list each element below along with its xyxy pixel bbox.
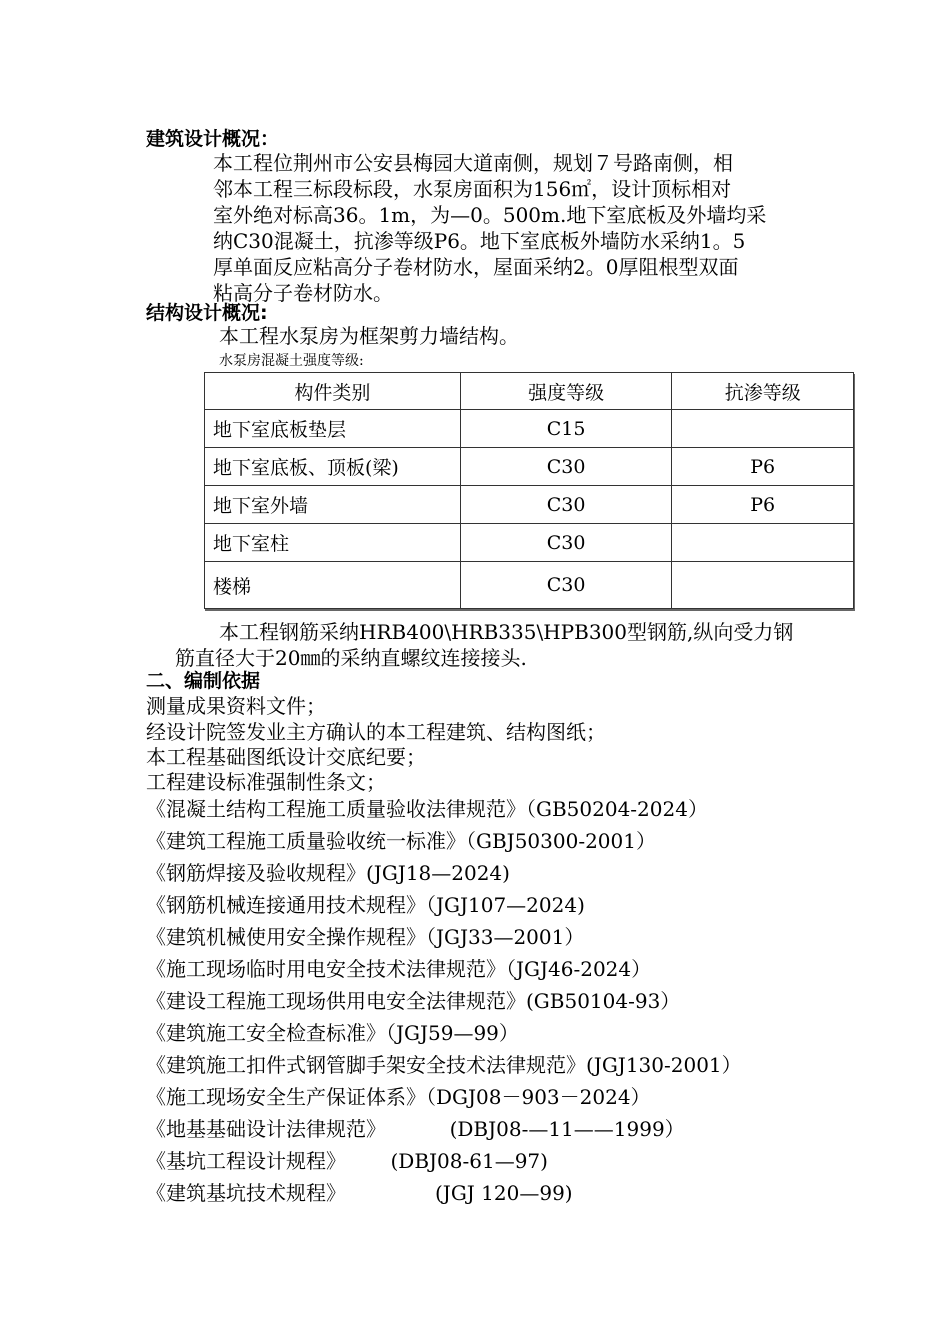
standard-item: 《建筑工程施工质量验收统一标准》（GBJ50300-2001）	[146, 829, 656, 853]
table-row	[205, 562, 854, 609]
standard-item: 《施工现场临时用电安全技术法律规范》（JGJ46-2024）	[146, 957, 652, 981]
arch-line: 厚单面反应粘高分子卷材防水，屋面采纳2。0厚阻根型双面	[213, 255, 739, 279]
arch-line: 本工程位荆州市公安县梅园大道南侧，规划７号路南侧，相	[213, 151, 733, 175]
arch-line: 室外绝对标高36。1m，为—0。500m.地下室底板及外墙均采	[213, 203, 767, 227]
table-cell: P6	[672, 486, 854, 524]
table-cell: 地下室底板、顶板(梁)	[205, 448, 461, 486]
basis-item: 经设计院签发业主方确认的本工程建筑、结构图纸；	[146, 720, 606, 744]
standard-item: 《建筑基坑技术规程》 (JGJ 120—99)	[146, 1181, 573, 1205]
table-cell: P6	[672, 448, 854, 486]
table-cell: 地下室柱	[205, 524, 461, 562]
table-cell: C15	[460, 410, 672, 448]
basis-item: 测量成果资料文件；	[146, 694, 326, 718]
rebar-line: 本工程钢筋采纳HRB400\HRB335\HPB300型钢筋,纵向受力钢	[219, 620, 794, 644]
standard-item: 《钢筋机械连接通用技术规程》（JGJ107—2024)	[146, 893, 585, 917]
standard-item: 《建筑施工安全检查标准》（JGJ59—99）	[146, 1021, 519, 1045]
table-cell	[672, 410, 854, 448]
arch-line: 粘高分子卷材防水。	[213, 281, 393, 305]
table-caption: 水泵房混凝土强度等级:	[219, 353, 364, 369]
standard-item: 《地基基础设计法律规范》 (DBJ08-—11——1999）	[146, 1117, 685, 1141]
table-row	[205, 486, 854, 524]
table-header-row	[205, 373, 854, 410]
table-cell	[672, 562, 854, 609]
table-cell: C30	[460, 486, 672, 524]
table-cell: 楼梯	[205, 562, 461, 609]
table-header-cell: 抗渗等级	[672, 373, 854, 410]
arch-line: 邻本工程三标段标段，水泵房面积为156㎡，设计顶标相对	[213, 177, 732, 201]
basis-item: 工程建设标准强制性条文；	[146, 770, 386, 794]
basis-item: 本工程基础图纸设计交底纪要；	[146, 745, 426, 769]
standard-item: 《建设工程施工现场供用电安全法律规范》(GB50104-93）	[146, 989, 681, 1013]
table-cell: 地下室外墙	[205, 486, 461, 524]
concrete-grade-table	[204, 372, 854, 609]
standard-item: 《混凝土结构工程施工质量验收法律规范》（GB50204-2024）	[146, 797, 708, 821]
rebar-line: 筋直径大于20㎜的采纳直螺纹连接接头.	[175, 646, 527, 670]
table-header-cell: 构件类别	[205, 373, 461, 410]
standard-item: 《建筑机械使用安全操作规程》（JGJ33—2001）	[146, 925, 585, 949]
table-cell: 地下室底板垫层	[205, 410, 461, 448]
arch-line: 纳C30混凝土，抗渗等级P6。地下室底板外墙防水采纳1。5	[213, 229, 746, 253]
standard-item: 《施工现场安全生产保证体系》（DGJ08－903－2024）	[146, 1085, 651, 1109]
table-cell: C30	[460, 448, 672, 486]
table-row	[205, 524, 854, 562]
standard-item: 《建筑施工扣件式钢管脚手架安全技术法律规范》(JGJ130-2001）	[146, 1053, 742, 1077]
table-cell	[672, 524, 854, 562]
arch-heading: 建筑设计概况：	[146, 128, 280, 150]
struct-heading: 结构设计概况:	[146, 302, 268, 324]
standard-item: 《基坑工程设计规程》 (DBJ08-61—97)	[146, 1149, 548, 1173]
struct-text: 本工程水泵房为框架剪力墙结构。	[219, 324, 519, 348]
table-header-cell: 强度等级	[460, 373, 672, 410]
basis-heading: 二、编制依据	[146, 670, 261, 692]
table-row	[205, 410, 854, 448]
standard-item: 《钢筋焊接及验收规程》(JGJ18—2024)	[146, 861, 510, 885]
table-row	[205, 448, 854, 486]
table-cell: C30	[460, 524, 672, 562]
table-cell: C30	[460, 562, 672, 609]
